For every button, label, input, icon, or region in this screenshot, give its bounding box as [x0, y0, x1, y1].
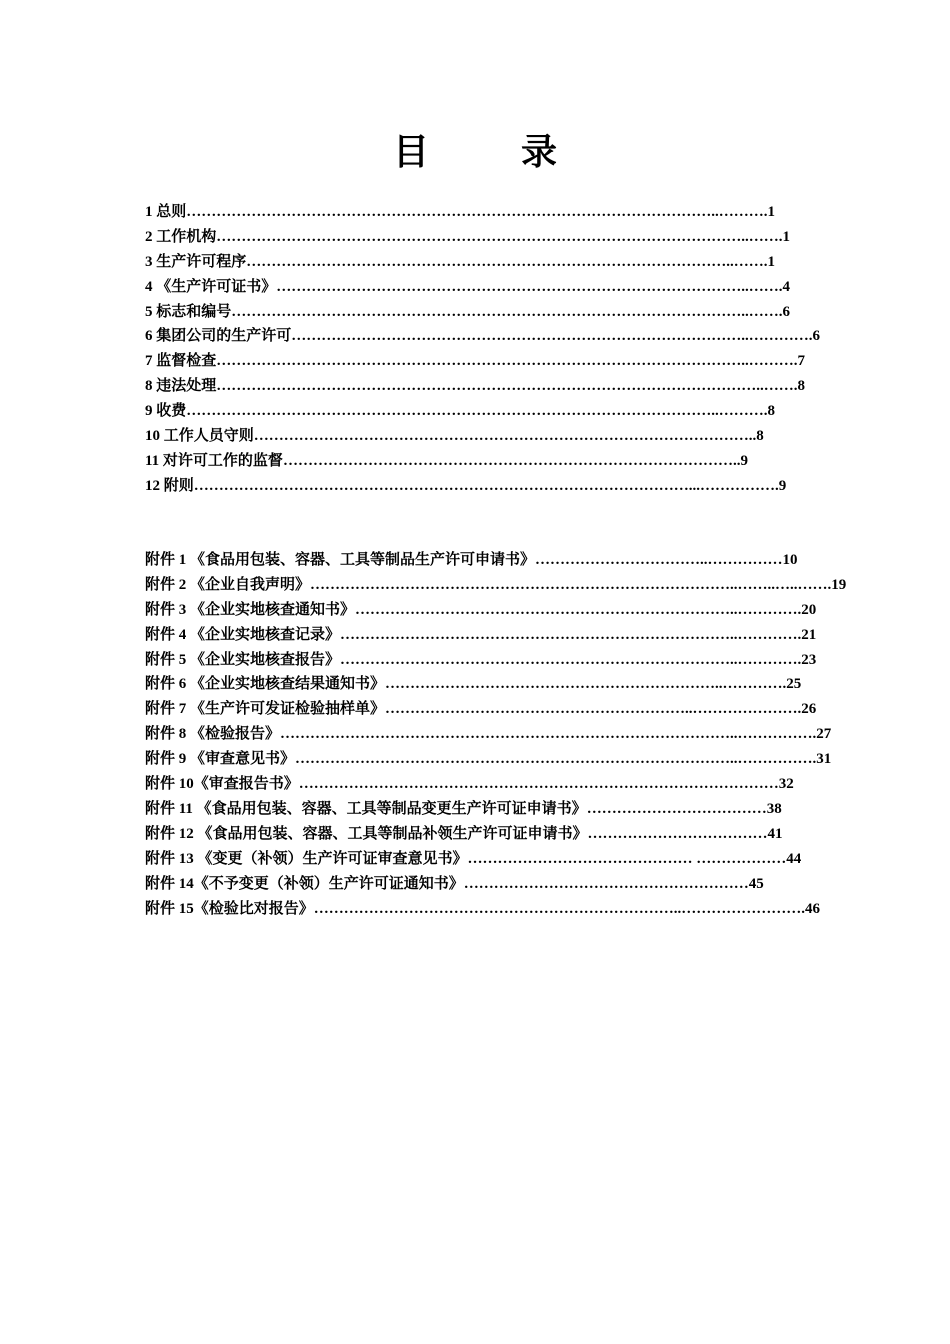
toc-entry-page: 32 [778, 776, 794, 793]
toc-entry-leader: …………………………………………………………………………………………… [216, 228, 742, 245]
toc-entry[interactable] [145, 598, 817, 623]
toc-entry-title: 附件 7 《生产许可发证检验抽样单》 [145, 701, 386, 718]
toc-entry[interactable] [145, 697, 817, 722]
toc-entry-title: 附件 14《不予变更（补领）生产许可证通知书》 [145, 875, 464, 892]
toc-entry[interactable] [145, 847, 810, 872]
toc-entry-leader: …………………………… [535, 552, 701, 568]
toc-entry[interactable] [145, 449, 810, 474]
toc-entry-page: ..……….8 [711, 403, 776, 420]
toc-entry[interactable] [145, 548, 810, 573]
toc-entry-title: 8 违法处理 [145, 378, 217, 395]
toc-entry[interactable] [145, 573, 847, 598]
toc-entry[interactable] [145, 225, 810, 250]
toc-entry-title: 附件 2 《企业自我声明》 [145, 576, 311, 593]
toc-entry-title: 附件 15《检验比对报告》 [145, 900, 314, 917]
toc-entry-title: 4 《生产许可证书》 [145, 278, 277, 295]
toc-entry-page: ..……………10 [700, 552, 798, 568]
toc-entry[interactable] [145, 399, 810, 424]
toc-entry-leader: ………………………………………………………………………………… [276, 278, 742, 295]
toc-entry-leader: ………………………………………………………………… [355, 601, 731, 618]
toc-entry[interactable] [145, 349, 810, 374]
toc-entry-title: 2 工作机构 [145, 228, 217, 245]
toc-entry-leader: …………………………………………………………………… [340, 626, 731, 643]
toc-entry[interactable] [145, 672, 810, 697]
toc-entry-leader: …………………………………………………………………… [340, 651, 731, 668]
toc-entry-page: ...…………….9 [688, 477, 787, 494]
toc-entry-page: 38 [766, 800, 782, 817]
toc-entry-page: …44 [771, 850, 802, 867]
toc-entry-page: ..………….23 [730, 651, 817, 668]
toc-entry[interactable] [145, 772, 810, 797]
toc-entry-title: 附件 8 《检验报告》 [145, 726, 281, 743]
toc-entry-title: 10 工作人员守则 [145, 428, 254, 445]
toc-entry-leader: ………………………………………………………………………………………… [231, 303, 742, 320]
toc-entry[interactable] [145, 897, 821, 922]
toc-entry-title: 附件 5 《企业实地核查报告》 [145, 651, 341, 668]
toc-entry-title: 附件 13 《变更（补领）生产许可证审查意见书》 [145, 850, 468, 867]
toc-entry-title: 3 生产许可程序 [145, 253, 247, 270]
toc-entry-leader: ……………………………… [586, 800, 767, 817]
toc-entry-leader: ……………………………………………………………………………… [280, 726, 731, 743]
toc-entry-leader: ……………………………………………………………………………… [282, 452, 733, 469]
toc-entry-leader: ………………………………………………………… [385, 676, 716, 693]
toc-entry[interactable] [145, 722, 832, 747]
toc-entry[interactable] [145, 797, 810, 822]
toc-entry-leader: …………………………………………………………………………………………… [186, 204, 712, 220]
toc-entry-title: 12 附则 [145, 477, 194, 494]
toc-entry-title: 1 总则 [145, 204, 187, 220]
toc-entry[interactable] [145, 275, 810, 300]
toc-entry-page: ..…………….31 [730, 751, 832, 768]
toc-entry-page: ..…….6 [741, 303, 791, 320]
toc-entry-page: ..…………….27 [730, 726, 832, 743]
toc-entry-leader: …………………………………………………………………………… [295, 751, 731, 768]
toc-entry-title: 附件 9 《审查意见书》 [145, 751, 296, 768]
toc-entry[interactable] [145, 250, 810, 275]
toc-entry-leader: ………………………………………………………………………… [310, 576, 731, 593]
toc-attachment-section [145, 548, 847, 921]
toc-entry-page: ..………….21 [730, 626, 817, 643]
toc-entry-title: 附件 1 《食品用包装、容器、工具等制品生产许可申请书》 [145, 552, 536, 568]
toc-entry-leader: ……………………………………………………………………………………… [253, 428, 749, 445]
toc-entry-page: ..…….1 [726, 253, 776, 270]
toc-entry-leader: ………………………………………………… [463, 875, 749, 892]
toc-entry-page: 45 [748, 875, 764, 892]
toc-entry-page: ..………….25 [715, 676, 802, 693]
toc-entry-title: 5 标志和编号 [145, 303, 232, 320]
toc-entry-leader: …………………………………………………………………………………………… [186, 403, 712, 420]
toc-entry-title: 附件 3 《企业实地核查通知书》 [145, 601, 356, 618]
toc-entry-leader: …………………………………………………………………………………… [298, 776, 779, 793]
toc-entry-page: ..……….1 [711, 204, 776, 220]
toc-entry[interactable] [145, 648, 817, 673]
toc-entry-title: 附件 10《审查报告书》 [145, 776, 299, 793]
toc-main-section [145, 200, 821, 499]
toc-entry-leader: ……………………………………………………………………………… [291, 328, 742, 345]
toc-entry[interactable] [145, 872, 810, 897]
toc-entry-title: 11 对许可工作的监督 [145, 452, 283, 469]
toc-entry-leader: ……………………………………… …………… [467, 850, 772, 867]
toc-entry[interactable] [145, 324, 821, 349]
toc-entry-page: ..……….7 [741, 353, 806, 370]
toc-entry[interactable] [145, 474, 810, 499]
toc-entry-leader: ……………………………………………………………… [313, 900, 674, 917]
toc-entry-page: ..………….20 [730, 601, 817, 618]
toc-entry[interactable] [145, 300, 810, 325]
toc-entry-title: 附件 11 《食品用包装、容器、工具等制品变更生产许可证申请书》 [145, 800, 587, 817]
toc-entry-leader: …………………………………………………………………………………… [246, 253, 727, 270]
toc-entry-leader: ……………………………………………………………………………………………… [216, 378, 757, 395]
toc-entry[interactable] [145, 374, 810, 399]
toc-entry[interactable] [145, 200, 810, 225]
toc-entry-page: ..…….8 [756, 378, 806, 395]
toc-entry-title: 7 监督检查 [145, 353, 217, 370]
toc-entry-page: ..………….6 [741, 328, 821, 345]
toc-entry-title: 附件 12 《食品用包装、容器、工具等制品补领生产许可证申请书》 [145, 825, 588, 842]
toc-entry-leader: ……………………………… [587, 825, 768, 842]
toc-entry-leader: …………………………………………………… [385, 701, 686, 718]
toc-entry-page: ..9 [732, 452, 748, 469]
toc-entry-leader: …………………………………………………………………………………………… [216, 353, 742, 370]
toc-entry-page: 41 [767, 825, 783, 842]
toc-entry-page: ..…….4 [741, 278, 791, 295]
toc-entry[interactable] [145, 623, 817, 648]
toc-entry-title: 附件 6 《企业实地核查结果通知书》 [145, 676, 386, 693]
toc-entry[interactable] [145, 822, 810, 847]
page-title: 目 录 [392, 132, 585, 172]
toc-entry-page: ..8 [748, 428, 764, 445]
toc-entry-page: ..…………………….46 [673, 900, 821, 917]
toc-entry-page: ..…….1 [741, 228, 791, 245]
toc-entry-title: 附件 4 《企业实地核查记录》 [145, 626, 341, 643]
toc-entry-title: 9 收费 [145, 403, 187, 420]
toc-entry[interactable] [145, 424, 810, 449]
toc-entry-title: 6 集团公司的生产许可 [145, 328, 292, 345]
toc-entry[interactable] [145, 747, 832, 772]
toc-entry-page: ..………………….26 [685, 701, 817, 718]
toc-entry-leader: ……………………………………………………………………………………… [193, 477, 689, 494]
toc-entry-page: ..……..…..…….19 [730, 576, 847, 593]
